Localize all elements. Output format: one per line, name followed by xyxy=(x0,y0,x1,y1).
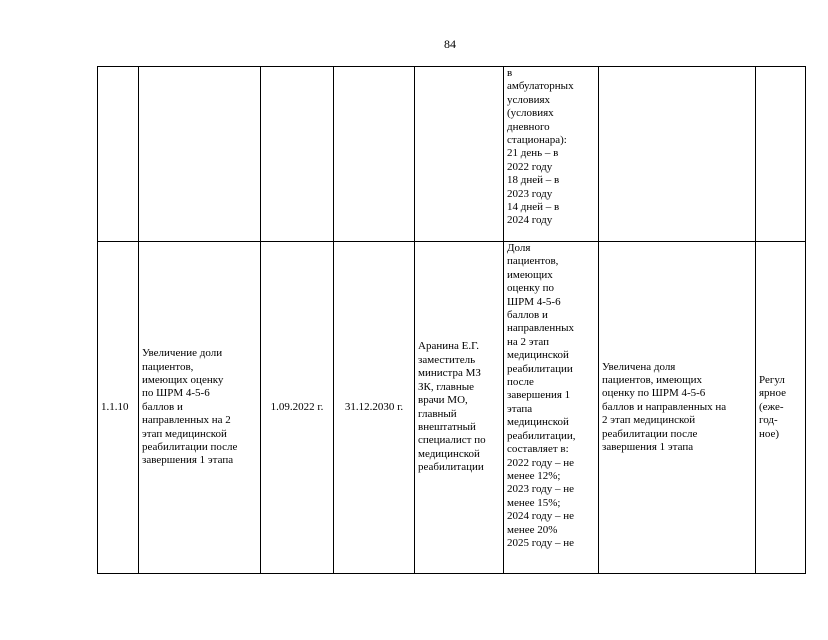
text-line: реабилитации после xyxy=(142,441,238,454)
text-line: этапа xyxy=(507,402,533,415)
cell-responsible xyxy=(415,242,504,574)
text-line: внештатный xyxy=(418,420,476,433)
text-line: условиях xyxy=(507,93,551,106)
text-line: реабилитации xyxy=(418,461,484,474)
text-line: завершения 1 xyxy=(507,389,571,402)
text-line: баллов и направленных на xyxy=(602,400,727,413)
text-line: заместитель xyxy=(418,353,476,366)
text-line: менее 15%; xyxy=(507,496,561,509)
text-line: пациентов, имеющих xyxy=(602,373,702,386)
text-line: составляет в: xyxy=(507,443,569,456)
cell-responsible-empty xyxy=(415,67,504,242)
text-line: Увеличение доли xyxy=(142,347,223,360)
text-line: 2025 году – не xyxy=(507,536,575,549)
text-line: врачи МО, xyxy=(418,394,468,407)
result-text xyxy=(602,361,752,455)
text-line: оценку по xyxy=(507,282,554,295)
text-line: медицинской xyxy=(507,416,569,429)
text-line: медицинской xyxy=(418,447,480,460)
text-line: ное) xyxy=(759,427,780,440)
measure-text xyxy=(142,347,257,468)
text-line: медицинской xyxy=(507,349,569,362)
measure-number: 1.1.10 xyxy=(101,400,129,413)
cell-periodicity xyxy=(756,242,806,574)
text-line: направленных на 2 xyxy=(142,414,231,427)
text-line: 2024 году xyxy=(507,214,553,227)
text-line: 14 дней – в xyxy=(507,201,560,214)
measures-table xyxy=(97,66,806,574)
text-line: год- xyxy=(759,414,778,427)
text-line: после xyxy=(507,376,534,389)
text-line: имеющих оценку xyxy=(142,373,224,386)
table-row-1-1-10 xyxy=(98,242,806,574)
cell-periodicity-empty xyxy=(756,67,806,242)
text-line: реабилитации, xyxy=(507,429,576,442)
text-line: специалист по xyxy=(418,434,486,447)
text-line: (условиях xyxy=(507,107,554,120)
text-line: 2024 году – не xyxy=(507,510,575,523)
text-line: (еже- xyxy=(759,400,784,413)
cell-indicator xyxy=(504,242,599,574)
text-line: 2 этап медицинской xyxy=(602,414,696,427)
text-line: пациентов, xyxy=(507,255,559,268)
text-line: реабилитации после xyxy=(602,427,698,440)
text-line: по ШРМ 4-5-6 xyxy=(142,387,210,400)
text-line: ЗК, главные xyxy=(418,380,475,393)
text-line: менее 12%; xyxy=(507,469,561,482)
responsible-text xyxy=(418,340,500,474)
cell-measure xyxy=(139,242,261,574)
text-line: оценку по ШРМ 4-5-6 xyxy=(602,387,706,400)
text-line: 2022 году – не xyxy=(507,456,575,469)
end-date: 31.12.2030 г. xyxy=(344,400,404,413)
text-line: Аранина Е.Г. xyxy=(418,340,479,353)
text-line: завершения 1 этапа xyxy=(602,441,694,454)
cell-measure-empty xyxy=(139,67,261,242)
text-line: амбулаторных xyxy=(507,80,574,93)
text-line: главный xyxy=(418,407,457,420)
cell-number xyxy=(98,242,139,574)
cell-number-empty xyxy=(98,67,139,242)
periodicity-text xyxy=(759,374,802,441)
text-line: 2023 году xyxy=(507,187,553,200)
text-line: имеющих xyxy=(507,268,553,281)
text-line: в xyxy=(507,67,513,79)
text-line: баллов и xyxy=(507,309,548,322)
start-date: 1.09.2022 г. xyxy=(270,400,324,413)
text-line: баллов и xyxy=(142,400,183,413)
cell-result-empty xyxy=(599,67,756,242)
text-line: завершения 1 этапа xyxy=(142,454,234,467)
text-line: этап медицинской xyxy=(142,427,227,440)
text-line: Доля xyxy=(507,242,531,254)
page-number: 84 xyxy=(444,37,456,51)
text-line: ШРМ 4-5-6 xyxy=(507,295,561,308)
text-line: 21 день – в xyxy=(507,147,559,160)
text-line: 2022 году xyxy=(507,160,553,173)
text-line: менее 20% xyxy=(507,523,558,536)
text-line: стационара): xyxy=(507,134,567,147)
text-line: дневного xyxy=(507,120,550,133)
cell-end-empty xyxy=(334,67,415,242)
text-line: реабилитации xyxy=(507,362,573,375)
text-line: 2023 году – не xyxy=(507,483,575,496)
text-line: на 2 этап xyxy=(507,335,550,348)
text-line: пациентов, xyxy=(142,360,194,373)
indicator-continuation-text xyxy=(507,67,595,228)
indicator-text xyxy=(507,242,595,550)
cell-start-empty xyxy=(261,67,334,242)
text-line: Увеличена доля xyxy=(602,360,676,373)
cell-indicator-continuation xyxy=(504,67,599,242)
cell-result xyxy=(599,242,756,574)
text-line: ярное xyxy=(759,387,786,400)
text-line: министра МЗ xyxy=(418,367,481,380)
cell-end-date xyxy=(334,242,415,574)
cell-start-date xyxy=(261,242,334,574)
table-row-continuation xyxy=(98,67,806,242)
text-line: Регул xyxy=(759,373,785,386)
text-line: 18 дней – в xyxy=(507,174,560,187)
text-line: направленных xyxy=(507,322,574,335)
